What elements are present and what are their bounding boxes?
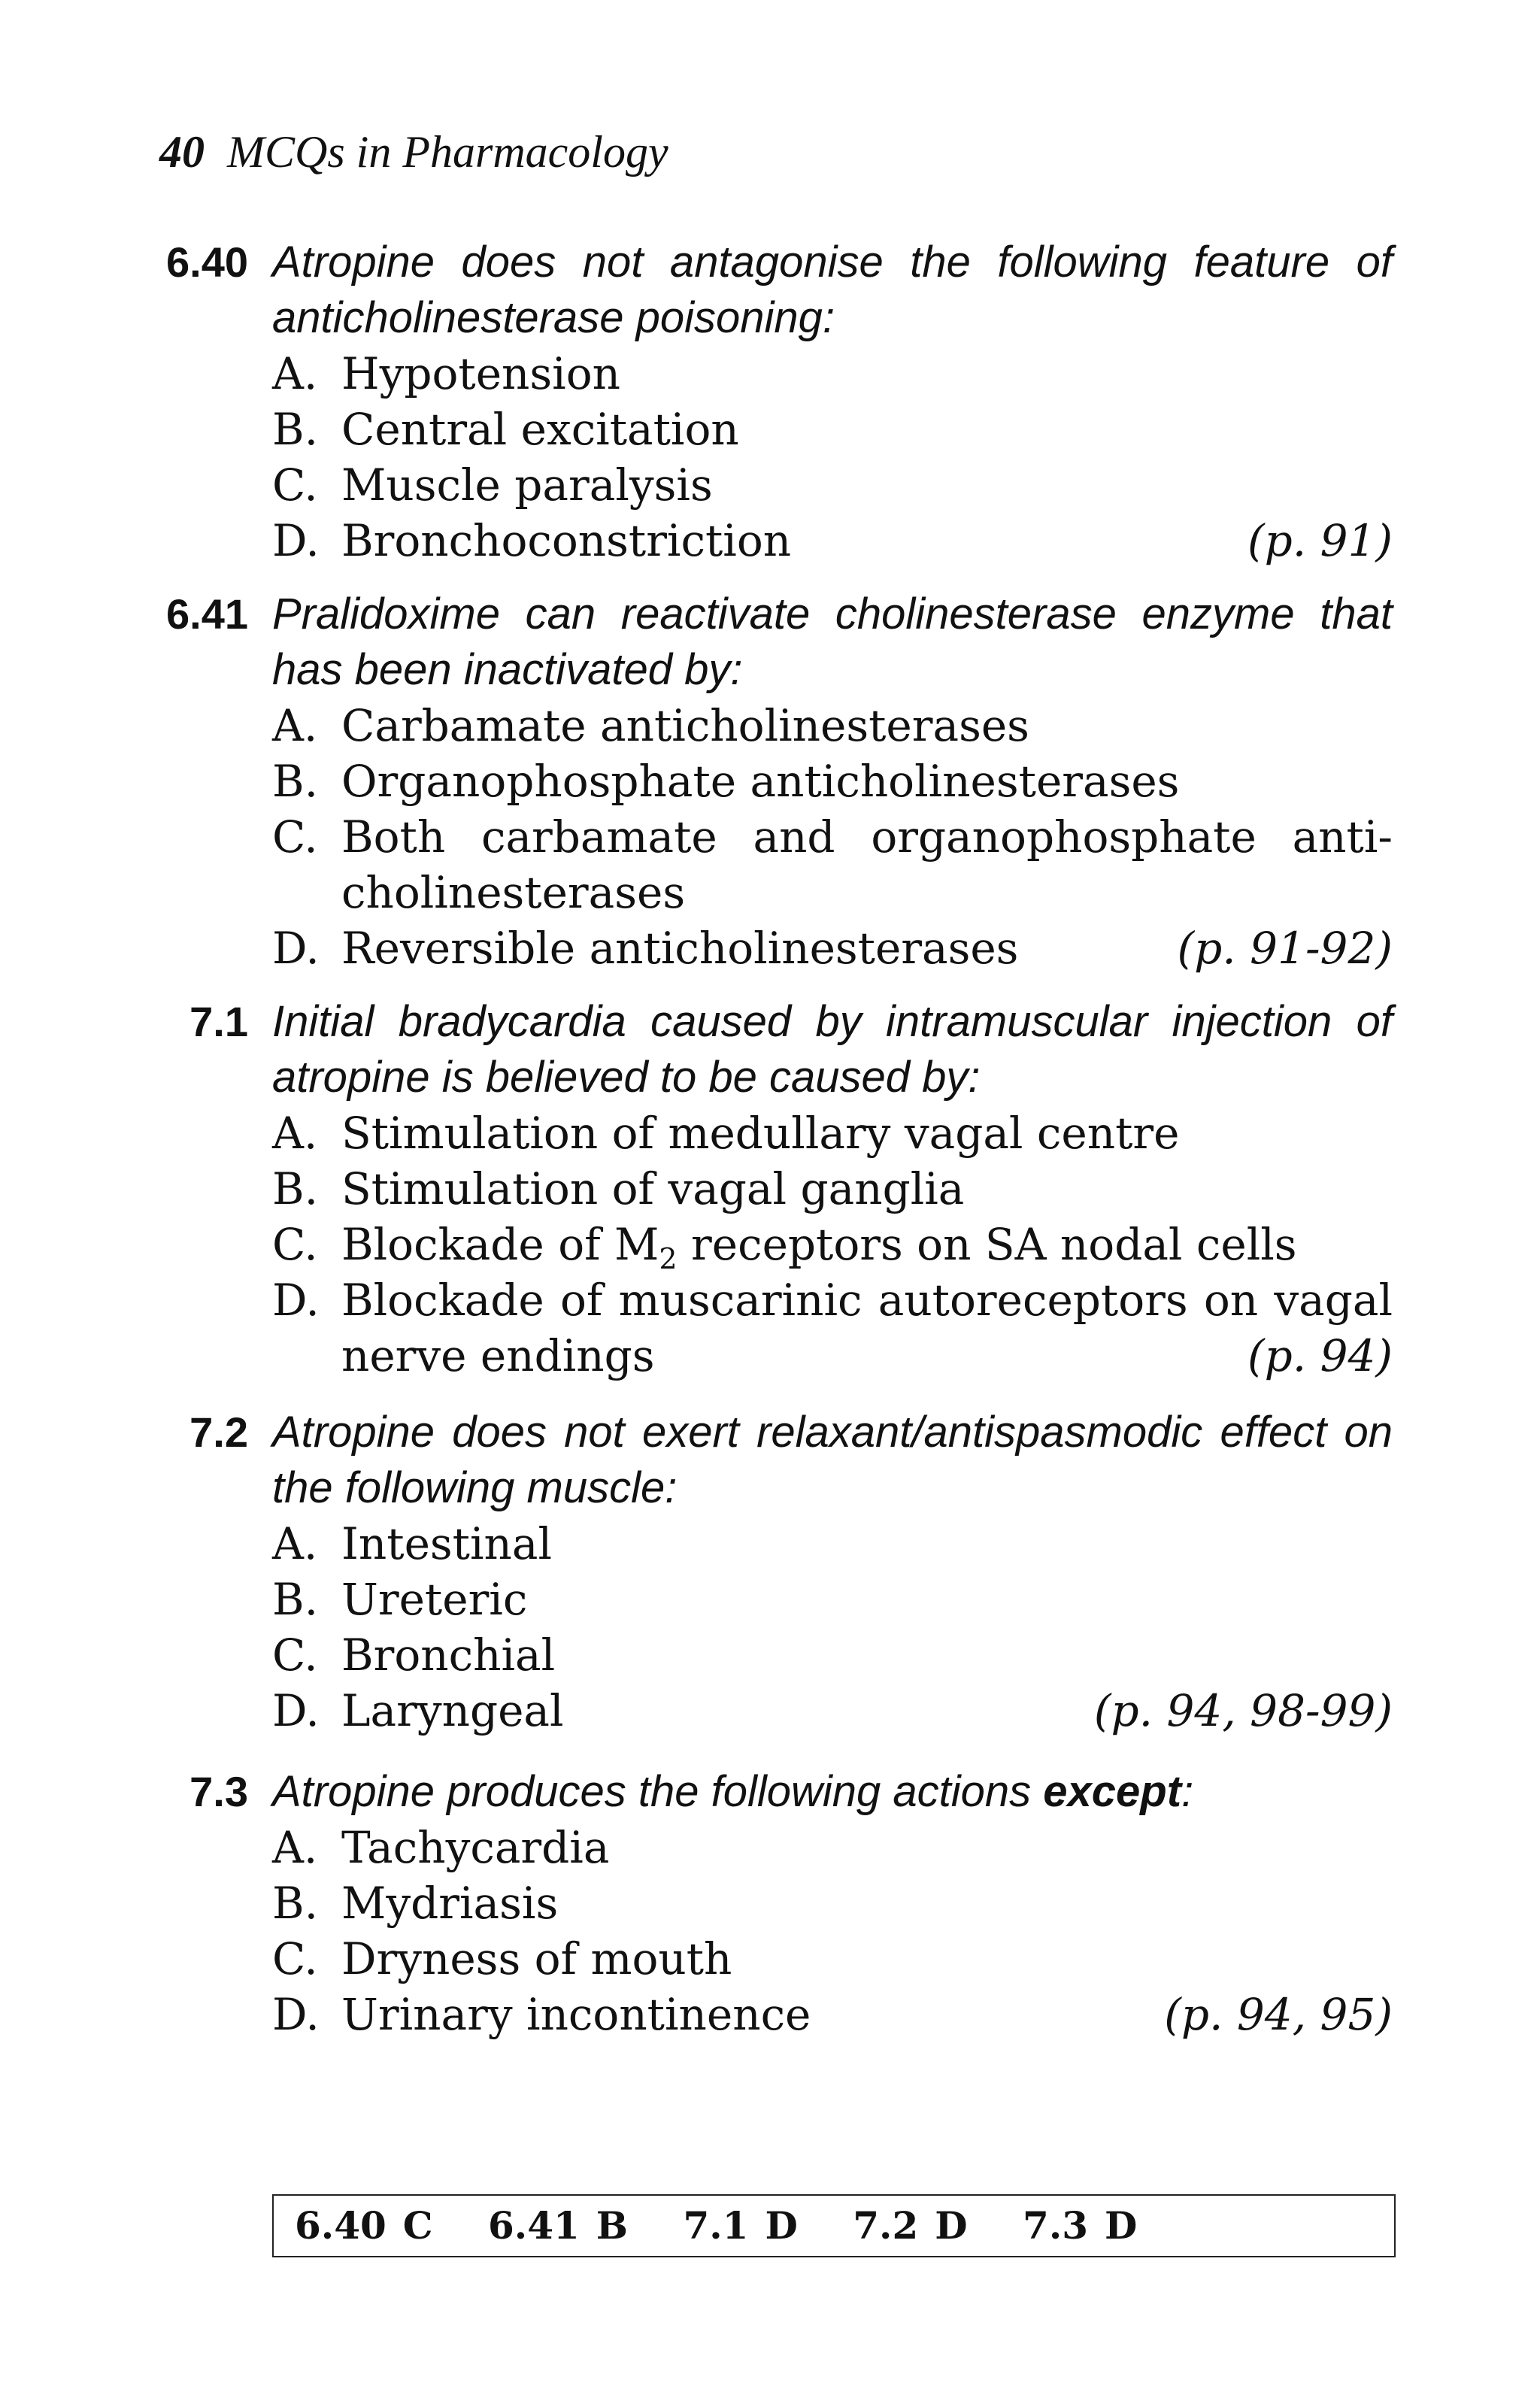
question-text: Atropine does not exert relaxant/antispasmodic effect on the following muscle: <box>272 1408 1393 1512</box>
question-number: 7.2 <box>189 1408 248 1456</box>
option-a: A. Carbamate anticholinesterases <box>272 700 1029 751</box>
question-text: Pralidoxime can reactivate cholinesterase enzyme that has been inactivated by: <box>272 590 1393 694</box>
answer-7-2: 7.2 D <box>853 2203 968 2248</box>
page-reference: (p. 91) <box>1247 515 1393 566</box>
page-reference: (p. 94) <box>1247 1330 1393 1381</box>
option-list <box>272 698 1393 976</box>
option-b: B. Central excitation <box>272 404 739 455</box>
question-number: 6.41 <box>166 590 248 638</box>
answer-6-41: 6.41 B <box>488 2203 629 2248</box>
page-number: 40 <box>159 127 205 177</box>
page-reference: (p. 91-92) <box>1177 923 1393 974</box>
option-a: A. Hypotension <box>272 348 620 399</box>
question-text: Atropine does not antagonise the following feature of anticholinesterase poisoning: <box>272 238 1393 342</box>
option-c: C. Bronchial <box>272 1630 556 1681</box>
answer-6-40: 6.40 C <box>295 2203 433 2248</box>
answer-7-3: 7.3 D <box>1023 2203 1138 2248</box>
option-d: D. Urinary incontinence (p. 94, 95) <box>272 1987 1393 2042</box>
option-b: B. Organophosphate anticholinesterases <box>272 756 1180 807</box>
option-b: B. Stimulation of vagal ganglia <box>272 1163 965 1214</box>
question-text: Atropine produces the following actions except: <box>272 1767 1194 1816</box>
answer-7-1: 7.1 D <box>683 2203 798 2248</box>
question-number: 6.40 <box>166 238 248 286</box>
answer-key <box>272 2194 1396 2257</box>
option-c: C. Muscle paralysis <box>272 459 713 511</box>
book-title: MCQs in Pharmacology <box>227 127 668 177</box>
running-head <box>159 126 668 178</box>
option-d: D. Bronchoconstriction (p. 91) <box>272 513 1393 568</box>
option-list <box>272 1105 1393 1384</box>
option-list <box>272 1516 1393 1739</box>
page-reference: (p. 94, 95) <box>1164 1989 1393 2040</box>
subscript: 2 <box>659 1242 678 1275</box>
option-b: B. Mydriasis <box>272 1878 559 1929</box>
option-d: D. Reversible anticholinesterases (p. 91-92) <box>272 920 1393 976</box>
option-c: C. Both carbamate and organophosphate anti- cholinesterases <box>272 811 1393 918</box>
option-list <box>272 1820 1393 2042</box>
option-a: A. Stimulation of medullary vagal centre <box>272 1108 1180 1159</box>
option-c: C. Blockade of $M_2$ receptors on SA nodal cells <box>272 1219 1297 1275</box>
option-d: D. Blockade of muscarinic autoreceptors on vagal nerve endings (p. 94) <box>272 1272 1393 1384</box>
page-reference: (p. 94, 98-99) <box>1093 1685 1393 1736</box>
emphasis-except: except <box>1043 1767 1182 1816</box>
option-a: A. Tachycardia <box>272 1822 610 1873</box>
question-text: Initial bradycardia caused by intramuscular injection of atropine is believed to be caused by: <box>272 997 1393 1102</box>
option-c: C. Dryness of mouth <box>272 1933 732 1984</box>
option-list <box>272 346 1393 568</box>
question-number: 7.3 <box>189 1768 248 1815</box>
option-a: A. Intestinal <box>272 1518 553 1569</box>
option-d: D. Laryngeal (p. 94, 98-99) <box>272 1683 1393 1739</box>
option-b: B. Ureteric <box>272 1574 528 1625</box>
question-number: 7.1 <box>189 998 248 1045</box>
